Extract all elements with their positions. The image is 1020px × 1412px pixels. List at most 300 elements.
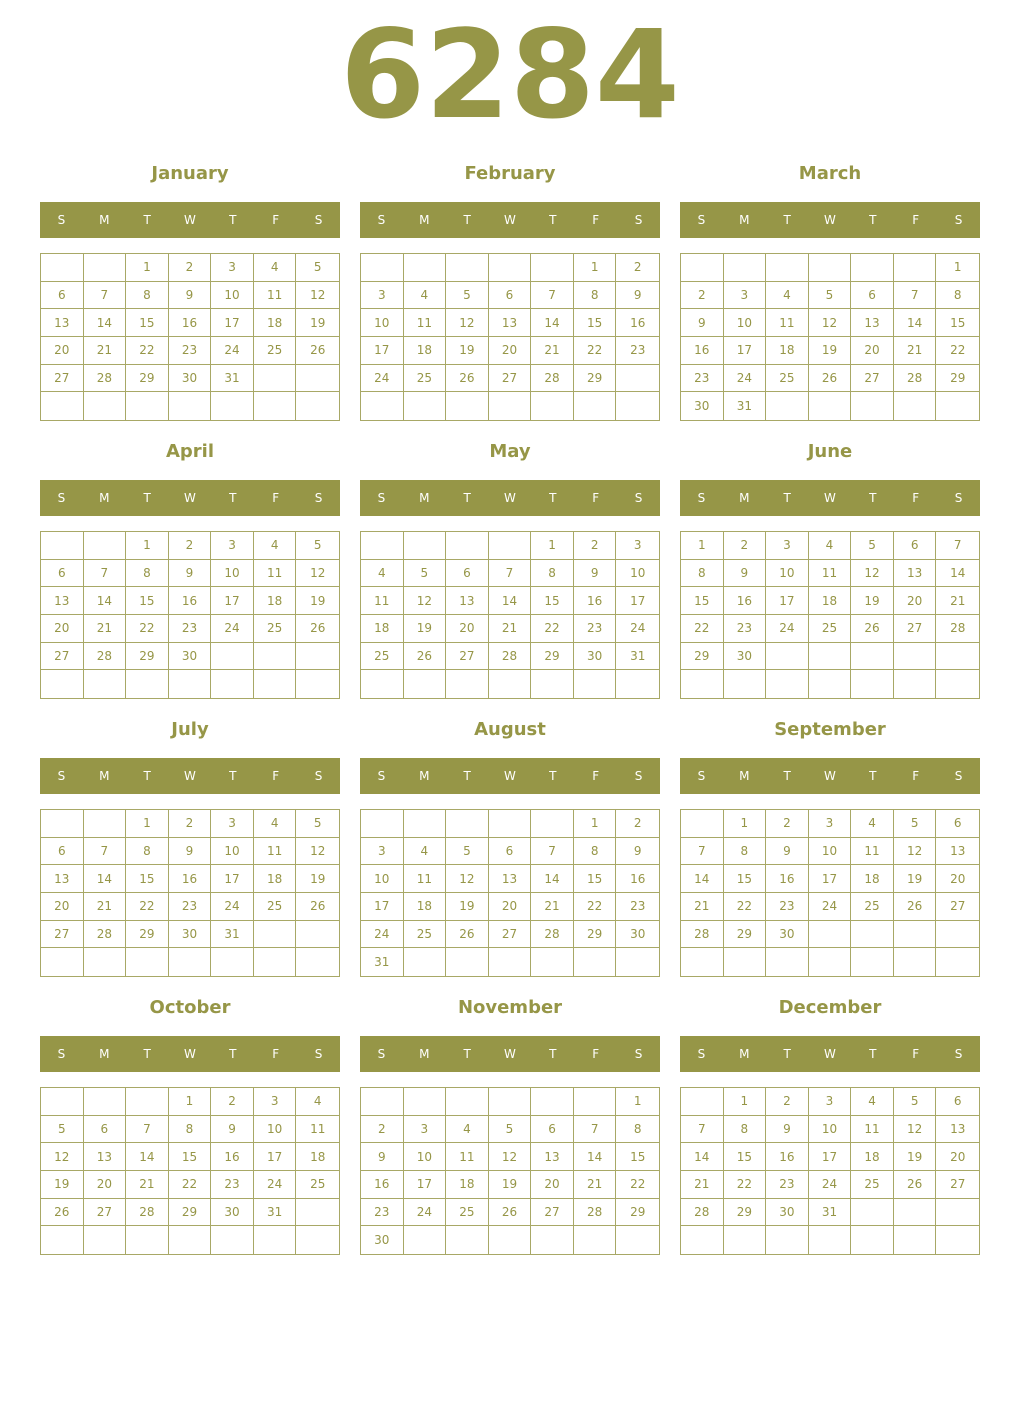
weekday-label: S	[57, 491, 66, 505]
day-cell: 8	[724, 1116, 767, 1144]
day-cell: 6	[936, 810, 979, 838]
day-cell: 8	[126, 560, 169, 588]
day-cell: 24	[211, 893, 254, 921]
day-cell: 10	[616, 560, 659, 588]
weekday-label: F	[272, 769, 280, 783]
day-cell: 26	[446, 365, 489, 393]
empty-cell	[894, 254, 937, 282]
day-cell: 20	[489, 893, 532, 921]
month-august	[360, 716, 660, 978]
weekday-label: M	[99, 1047, 110, 1061]
day-cell: 22	[681, 615, 724, 643]
month-november	[360, 994, 660, 1256]
day-cell: 21	[531, 893, 574, 921]
day-cell: 11	[404, 309, 447, 337]
day-cell: 7	[84, 282, 127, 310]
weekday-label: F	[592, 769, 600, 783]
day-cell: 12	[41, 1143, 84, 1171]
month-october	[40, 994, 340, 1256]
day-cell: 2	[724, 532, 767, 560]
day-cell: 18	[254, 865, 297, 893]
empty-cell	[446, 254, 489, 282]
weekday-label: F	[592, 213, 600, 227]
empty-cell	[41, 392, 84, 420]
day-grid	[680, 1087, 980, 1255]
weekday-label: T	[463, 769, 471, 783]
day-cell: 11	[404, 865, 447, 893]
day-cell: 18	[766, 337, 809, 365]
weekday-label: S	[697, 491, 706, 505]
day-cell: 12	[404, 587, 447, 615]
day-cell: 27	[936, 893, 979, 921]
month-february	[360, 160, 660, 422]
day-cell: 24	[809, 893, 852, 921]
weekday-header	[40, 202, 340, 238]
weekday-header	[40, 1036, 340, 1072]
empty-cell	[41, 948, 84, 976]
weekday-label: S	[57, 769, 66, 783]
empty-cell	[361, 670, 404, 698]
day-cell: 27	[84, 1199, 127, 1227]
weekday-label: T	[143, 213, 151, 227]
day-cell: 24	[361, 921, 404, 949]
day-cell: 7	[894, 282, 937, 310]
day-cell: 1	[724, 1088, 767, 1116]
day-cell: 25	[809, 615, 852, 643]
empty-cell	[296, 948, 339, 976]
day-cell: 13	[489, 865, 532, 893]
day-cell: 5	[809, 282, 852, 310]
day-cell: 31	[809, 1199, 852, 1227]
day-cell: 29	[574, 921, 617, 949]
month-may	[360, 438, 660, 700]
day-grid	[40, 253, 340, 421]
day-cell: 5	[489, 1116, 532, 1144]
day-cell: 30	[724, 643, 767, 671]
day-cell: 16	[574, 587, 617, 615]
day-cell: 12	[446, 865, 489, 893]
day-cell: 8	[169, 1116, 212, 1144]
empty-cell	[766, 948, 809, 976]
day-cell: 14	[681, 865, 724, 893]
day-cell: 28	[681, 921, 724, 949]
day-cell: 1	[616, 1088, 659, 1116]
day-cell: 30	[169, 921, 212, 949]
empty-cell	[851, 921, 894, 949]
weekday-label: T	[869, 491, 877, 505]
empty-cell	[446, 810, 489, 838]
day-cell: 10	[766, 560, 809, 588]
empty-cell	[894, 948, 937, 976]
empty-cell	[489, 1226, 532, 1254]
empty-cell	[84, 810, 127, 838]
day-cell: 24	[766, 615, 809, 643]
weekday-label: W	[824, 769, 836, 783]
day-cell: 16	[766, 1143, 809, 1171]
day-cell: 17	[254, 1143, 297, 1171]
empty-cell	[296, 643, 339, 671]
day-cell: 9	[681, 309, 724, 337]
weekday-label: T	[869, 1047, 877, 1061]
day-cell: 14	[126, 1143, 169, 1171]
day-cell: 8	[681, 560, 724, 588]
empty-cell	[211, 948, 254, 976]
weekday-label: M	[739, 1047, 750, 1061]
day-cell: 9	[724, 560, 767, 588]
weekday-label: W	[184, 213, 196, 227]
empty-cell	[254, 670, 297, 698]
day-cell: 11	[446, 1143, 489, 1171]
day-cell: 19	[296, 587, 339, 615]
day-cell: 11	[809, 560, 852, 588]
day-cell: 12	[296, 282, 339, 310]
empty-cell	[296, 1226, 339, 1254]
weekday-label: S	[634, 769, 643, 783]
month-name: May	[489, 441, 531, 462]
day-cell: 29	[126, 643, 169, 671]
weekday-header	[680, 480, 980, 516]
day-cell: 4	[404, 282, 447, 310]
day-cell: 18	[851, 865, 894, 893]
day-cell: 3	[809, 810, 852, 838]
day-cell: 2	[766, 810, 809, 838]
day-cell: 14	[531, 309, 574, 337]
day-cell: 3	[361, 838, 404, 866]
day-cell: 26	[296, 337, 339, 365]
day-cell: 25	[766, 365, 809, 393]
day-cell: 1	[126, 532, 169, 560]
day-cell: 9	[169, 838, 212, 866]
day-cell: 5	[296, 254, 339, 282]
day-cell: 15	[616, 1143, 659, 1171]
day-cell: 10	[809, 838, 852, 866]
day-cell: 16	[724, 587, 767, 615]
day-grid	[680, 809, 980, 977]
empty-cell	[404, 1088, 447, 1116]
day-cell: 22	[126, 893, 169, 921]
day-cell: 28	[574, 1199, 617, 1227]
weekday-label: S	[377, 769, 386, 783]
day-cell: 21	[894, 337, 937, 365]
day-cell: 24	[404, 1199, 447, 1227]
day-cell: 14	[894, 309, 937, 337]
empty-cell	[809, 1226, 852, 1254]
day-cell: 18	[809, 587, 852, 615]
weekday-label: W	[184, 769, 196, 783]
day-cell: 11	[361, 587, 404, 615]
day-cell: 6	[489, 282, 532, 310]
day-cell: 25	[446, 1199, 489, 1227]
day-cell: 9	[766, 1116, 809, 1144]
empty-cell	[296, 921, 339, 949]
day-cell: 19	[296, 865, 339, 893]
day-cell: 28	[681, 1199, 724, 1227]
day-cell: 2	[681, 282, 724, 310]
day-grid	[680, 531, 980, 699]
empty-cell	[724, 1226, 767, 1254]
day-cell: 22	[126, 615, 169, 643]
weekday-header	[680, 1036, 980, 1072]
weekday-label: S	[954, 769, 963, 783]
day-cell: 15	[531, 587, 574, 615]
empty-cell	[681, 948, 724, 976]
day-cell: 9	[361, 1143, 404, 1171]
empty-cell	[616, 670, 659, 698]
day-cell: 25	[851, 893, 894, 921]
day-cell: 12	[489, 1143, 532, 1171]
weekday-label: T	[143, 491, 151, 505]
day-cell: 19	[404, 615, 447, 643]
day-cell: 28	[531, 921, 574, 949]
day-cell: 23	[616, 893, 659, 921]
empty-cell	[681, 1226, 724, 1254]
day-cell: 13	[41, 587, 84, 615]
empty-cell	[489, 948, 532, 976]
weekday-label: S	[634, 491, 643, 505]
day-cell: 4	[446, 1116, 489, 1144]
day-cell: 29	[126, 365, 169, 393]
day-cell: 21	[84, 615, 127, 643]
day-cell: 9	[766, 838, 809, 866]
day-cell: 11	[851, 838, 894, 866]
day-cell: 5	[446, 838, 489, 866]
empty-cell	[851, 254, 894, 282]
day-cell: 19	[489, 1171, 532, 1199]
month-name: October	[149, 997, 231, 1018]
empty-cell	[936, 921, 979, 949]
weekday-label: F	[912, 1047, 920, 1061]
empty-cell	[681, 810, 724, 838]
weekday-label: M	[419, 213, 430, 227]
month-name: August	[474, 719, 546, 740]
day-cell: 6	[894, 532, 937, 560]
day-cell: 12	[296, 838, 339, 866]
day-cell: 6	[41, 282, 84, 310]
day-cell: 7	[84, 560, 127, 588]
empty-cell	[851, 1226, 894, 1254]
empty-cell	[681, 254, 724, 282]
day-cell: 14	[84, 587, 127, 615]
weekday-label: S	[314, 769, 323, 783]
weekday-label: M	[739, 213, 750, 227]
day-cell: 25	[361, 643, 404, 671]
empty-cell	[361, 532, 404, 560]
weekday-label: T	[549, 491, 557, 505]
weekday-label: T	[869, 769, 877, 783]
day-cell: 17	[211, 865, 254, 893]
empty-cell	[41, 532, 84, 560]
weekday-header	[40, 480, 340, 516]
empty-cell	[211, 1226, 254, 1254]
empty-cell	[936, 392, 979, 420]
day-cell: 16	[681, 337, 724, 365]
month-name: July	[171, 719, 209, 740]
day-cell: 3	[211, 254, 254, 282]
empty-cell	[894, 670, 937, 698]
weekday-label: T	[229, 1047, 237, 1061]
weekday-label: T	[229, 491, 237, 505]
day-cell: 5	[851, 532, 894, 560]
day-cell: 28	[84, 921, 127, 949]
day-cell: 24	[809, 1171, 852, 1199]
weekday-label: T	[463, 491, 471, 505]
day-cell: 16	[169, 865, 212, 893]
weekday-label: T	[463, 1047, 471, 1061]
day-cell: 13	[446, 587, 489, 615]
day-cell: 29	[936, 365, 979, 393]
empty-cell	[211, 392, 254, 420]
day-cell: 10	[211, 560, 254, 588]
empty-cell	[724, 948, 767, 976]
day-cell: 19	[809, 337, 852, 365]
weekday-label: F	[272, 1047, 280, 1061]
day-cell: 20	[936, 1143, 979, 1171]
day-cell: 16	[169, 309, 212, 337]
day-cell: 21	[126, 1171, 169, 1199]
day-cell: 6	[41, 560, 84, 588]
empty-cell	[446, 948, 489, 976]
day-cell: 15	[126, 587, 169, 615]
empty-cell	[169, 392, 212, 420]
weekday-label: T	[783, 491, 791, 505]
day-cell: 1	[574, 810, 617, 838]
empty-cell	[851, 670, 894, 698]
empty-cell	[126, 1226, 169, 1254]
day-cell: 31	[254, 1199, 297, 1227]
day-cell: 28	[489, 643, 532, 671]
empty-cell	[84, 392, 127, 420]
day-cell: 16	[211, 1143, 254, 1171]
empty-cell	[936, 1226, 979, 1254]
day-cell: 28	[531, 365, 574, 393]
day-cell: 7	[489, 560, 532, 588]
day-cell: 8	[616, 1116, 659, 1144]
day-cell: 22	[169, 1171, 212, 1199]
day-cell: 11	[766, 309, 809, 337]
day-cell: 8	[126, 282, 169, 310]
day-cell: 2	[169, 810, 212, 838]
day-cell: 24	[254, 1171, 297, 1199]
day-cell: 15	[574, 865, 617, 893]
day-cell: 9	[211, 1116, 254, 1144]
day-cell: 26	[851, 615, 894, 643]
empty-cell	[126, 392, 169, 420]
empty-cell	[126, 670, 169, 698]
empty-cell	[766, 643, 809, 671]
day-cell: 1	[126, 254, 169, 282]
day-cell: 23	[681, 365, 724, 393]
day-cell: 31	[361, 948, 404, 976]
day-cell: 13	[41, 865, 84, 893]
empty-cell	[531, 392, 574, 420]
day-cell: 30	[211, 1199, 254, 1227]
day-cell: 22	[126, 337, 169, 365]
day-cell: 27	[446, 643, 489, 671]
weekday-label: F	[912, 213, 920, 227]
day-cell: 19	[446, 893, 489, 921]
weekday-label: S	[634, 1047, 643, 1061]
day-cell: 12	[446, 309, 489, 337]
day-cell: 3	[809, 1088, 852, 1116]
day-cell: 20	[41, 337, 84, 365]
day-cell: 17	[361, 893, 404, 921]
day-cell: 13	[936, 838, 979, 866]
empty-cell	[254, 392, 297, 420]
day-cell: 26	[489, 1199, 532, 1227]
day-cell: 9	[616, 838, 659, 866]
day-cell: 8	[936, 282, 979, 310]
day-cell: 26	[41, 1199, 84, 1227]
day-cell: 28	[126, 1199, 169, 1227]
weekday-label: T	[463, 213, 471, 227]
empty-cell	[169, 1226, 212, 1254]
day-cell: 4	[254, 254, 297, 282]
empty-cell	[169, 670, 212, 698]
empty-cell	[404, 532, 447, 560]
day-cell: 25	[404, 921, 447, 949]
day-cell: 17	[361, 337, 404, 365]
day-cell: 21	[531, 337, 574, 365]
empty-cell	[84, 1088, 127, 1116]
day-cell: 6	[936, 1088, 979, 1116]
day-cell: 4	[361, 560, 404, 588]
day-cell: 13	[489, 309, 532, 337]
empty-cell	[489, 532, 532, 560]
month-name: March	[798, 163, 862, 184]
day-cell: 9	[616, 282, 659, 310]
day-cell: 7	[681, 838, 724, 866]
day-cell: 1	[936, 254, 979, 282]
day-cell: 8	[126, 838, 169, 866]
day-cell: 19	[296, 309, 339, 337]
empty-cell	[126, 948, 169, 976]
month-july	[40, 716, 340, 978]
day-cell: 1	[126, 810, 169, 838]
day-cell: 1	[724, 810, 767, 838]
weekday-label: T	[783, 213, 791, 227]
day-cell: 3	[766, 532, 809, 560]
weekday-label: M	[739, 769, 750, 783]
day-cell: 11	[296, 1116, 339, 1144]
day-cell: 18	[254, 587, 297, 615]
day-cell: 26	[894, 893, 937, 921]
empty-cell	[681, 1088, 724, 1116]
empty-cell	[851, 643, 894, 671]
empty-cell	[894, 1226, 937, 1254]
empty-cell	[446, 1226, 489, 1254]
day-cell: 6	[531, 1116, 574, 1144]
day-cell: 5	[894, 810, 937, 838]
day-cell: 4	[766, 282, 809, 310]
day-cell: 23	[766, 893, 809, 921]
empty-cell	[531, 810, 574, 838]
empty-cell	[616, 1226, 659, 1254]
empty-cell	[169, 948, 212, 976]
weekday-label: W	[184, 491, 196, 505]
day-cell: 16	[616, 865, 659, 893]
day-cell: 31	[211, 365, 254, 393]
day-cell: 20	[446, 615, 489, 643]
day-cell: 26	[809, 365, 852, 393]
empty-cell	[254, 921, 297, 949]
empty-cell	[531, 1088, 574, 1116]
empty-cell	[489, 670, 532, 698]
empty-cell	[724, 670, 767, 698]
empty-cell	[254, 365, 297, 393]
day-cell: 19	[894, 1143, 937, 1171]
weekday-label: W	[824, 1047, 836, 1061]
day-cell: 13	[894, 560, 937, 588]
